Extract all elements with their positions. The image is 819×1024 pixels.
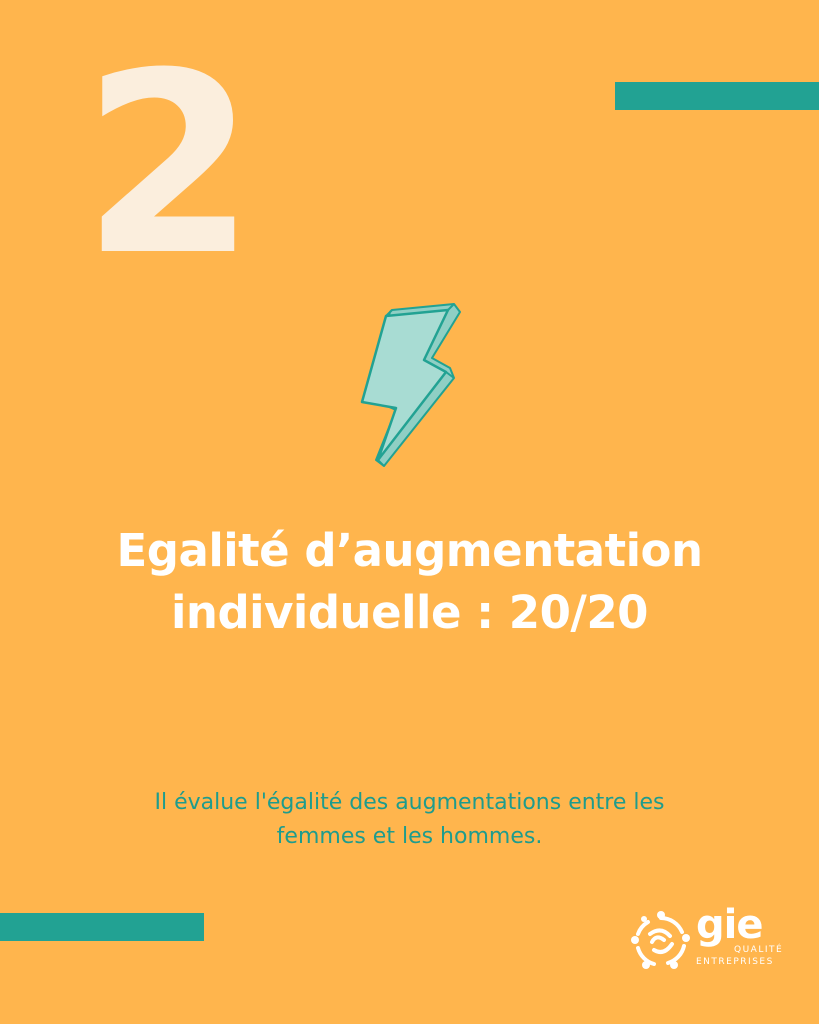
description-line-2: femmes et les hommes. xyxy=(276,824,543,849)
description-line-1: Il évalue l'égalité des augmentations entre les xyxy=(154,790,665,815)
logo xyxy=(630,902,790,975)
slide-number: 2 xyxy=(82,19,252,310)
logo-wordmark: gie xyxy=(696,902,763,948)
title-line-2: individuelle : 20/20 xyxy=(170,586,648,639)
logo-subtitle-2: ENTREPRISES xyxy=(696,957,774,967)
accent-bar-top xyxy=(615,82,819,110)
description xyxy=(60,786,759,854)
page-title xyxy=(40,520,779,644)
title-line-1: Egalité d’augmentation xyxy=(116,524,703,577)
circular-arrows-icon xyxy=(630,910,692,972)
logo-subtitle-1: QUALITÉ xyxy=(734,945,784,955)
lightning-bolt-icon xyxy=(350,298,470,473)
accent-bar-bottom xyxy=(0,913,204,941)
